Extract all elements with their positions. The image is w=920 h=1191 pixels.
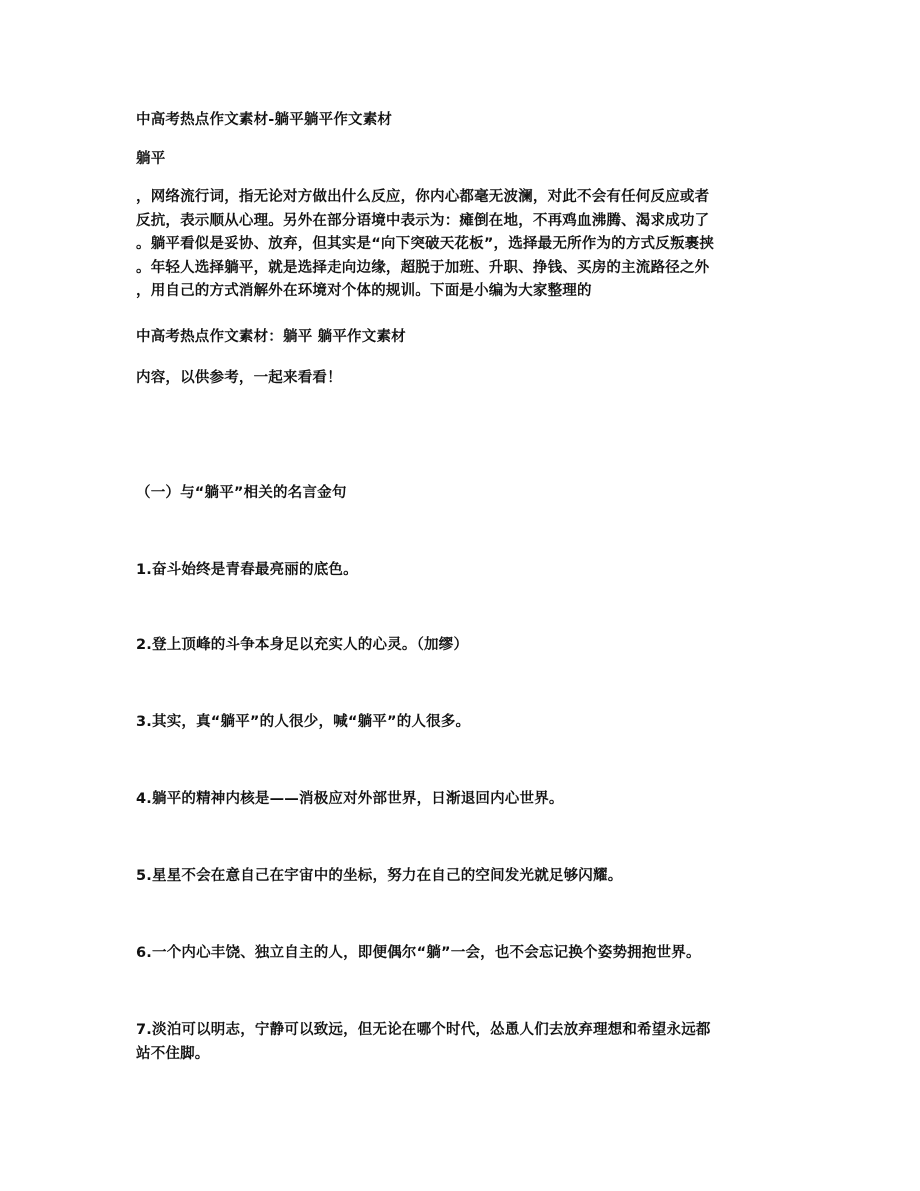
intro-line: 。躺平看似是妥协、放弃，但其实是“向下突破天花板”，选择最无所作为的方式反叛裹挟 xyxy=(136,236,715,252)
quote-line: 站不住脚。 xyxy=(136,1045,210,1062)
intro-paragraph xyxy=(136,186,786,304)
quote-item: 1.奋斗始终是青春最亮丽的底色。 xyxy=(136,562,358,578)
intro-tail: 内容，以供参考，一起来看看！ xyxy=(136,370,342,386)
section-title: （一）与“躺平”相关的名言金句 xyxy=(136,485,347,501)
quote-line: 7.淡泊可以明志，宁静可以致远，但无论在哪个时代，怂恿人们去放弃理想和希望永远都 xyxy=(136,1022,711,1038)
intro-line: 。年轻人选择躺平，就是选择走向边缘，超脱于加班、升职、挣钱、买房的主流路径之外 xyxy=(136,259,710,276)
intro-line: 反抗，表示顺从心理。另外在部分语境中表示为：瘫倒在地，不再鸡血沸腾、渴求成功了 xyxy=(136,212,710,229)
intro-line: ，网络流行词，指无论对方做出什么反应，你内心都毫无波澜，对此不会有任何反应或者 xyxy=(136,189,710,205)
heading-repeat: 中高考热点作文素材：躺平 躺平作文素材 xyxy=(136,329,406,345)
quote-item: 3.其实，真“躺平”的人很少，喊“躺平”的人很多。 xyxy=(136,714,471,730)
quote-item: 6.一个内心丰饶、独立自主的人，即便偶尔“躺”一会，也不会忘记换个姿势拥抱世界。 xyxy=(136,945,701,961)
quote-item: 2.登上顶峰的斗争本身足以充实人的心灵。（加缪） xyxy=(136,637,469,653)
intro-line: ，用自己的方式消解外在环境对个体的规训。下面是小编为大家整理的 xyxy=(136,283,592,299)
quote-item: 4.躺平的精神内核是——消极应对外部世界，日渐退回内心世界。 xyxy=(136,791,564,807)
quote-item-multiline xyxy=(136,1019,786,1066)
document-subtitle: 躺平 xyxy=(136,151,166,167)
document-title: 中高考热点作文素材-躺平躺平作文素材 xyxy=(136,112,393,128)
quote-item: 5.星星不会在意自己在宇宙中的坐标，努力在自己的空间发光就足够闪耀。 xyxy=(136,868,623,884)
